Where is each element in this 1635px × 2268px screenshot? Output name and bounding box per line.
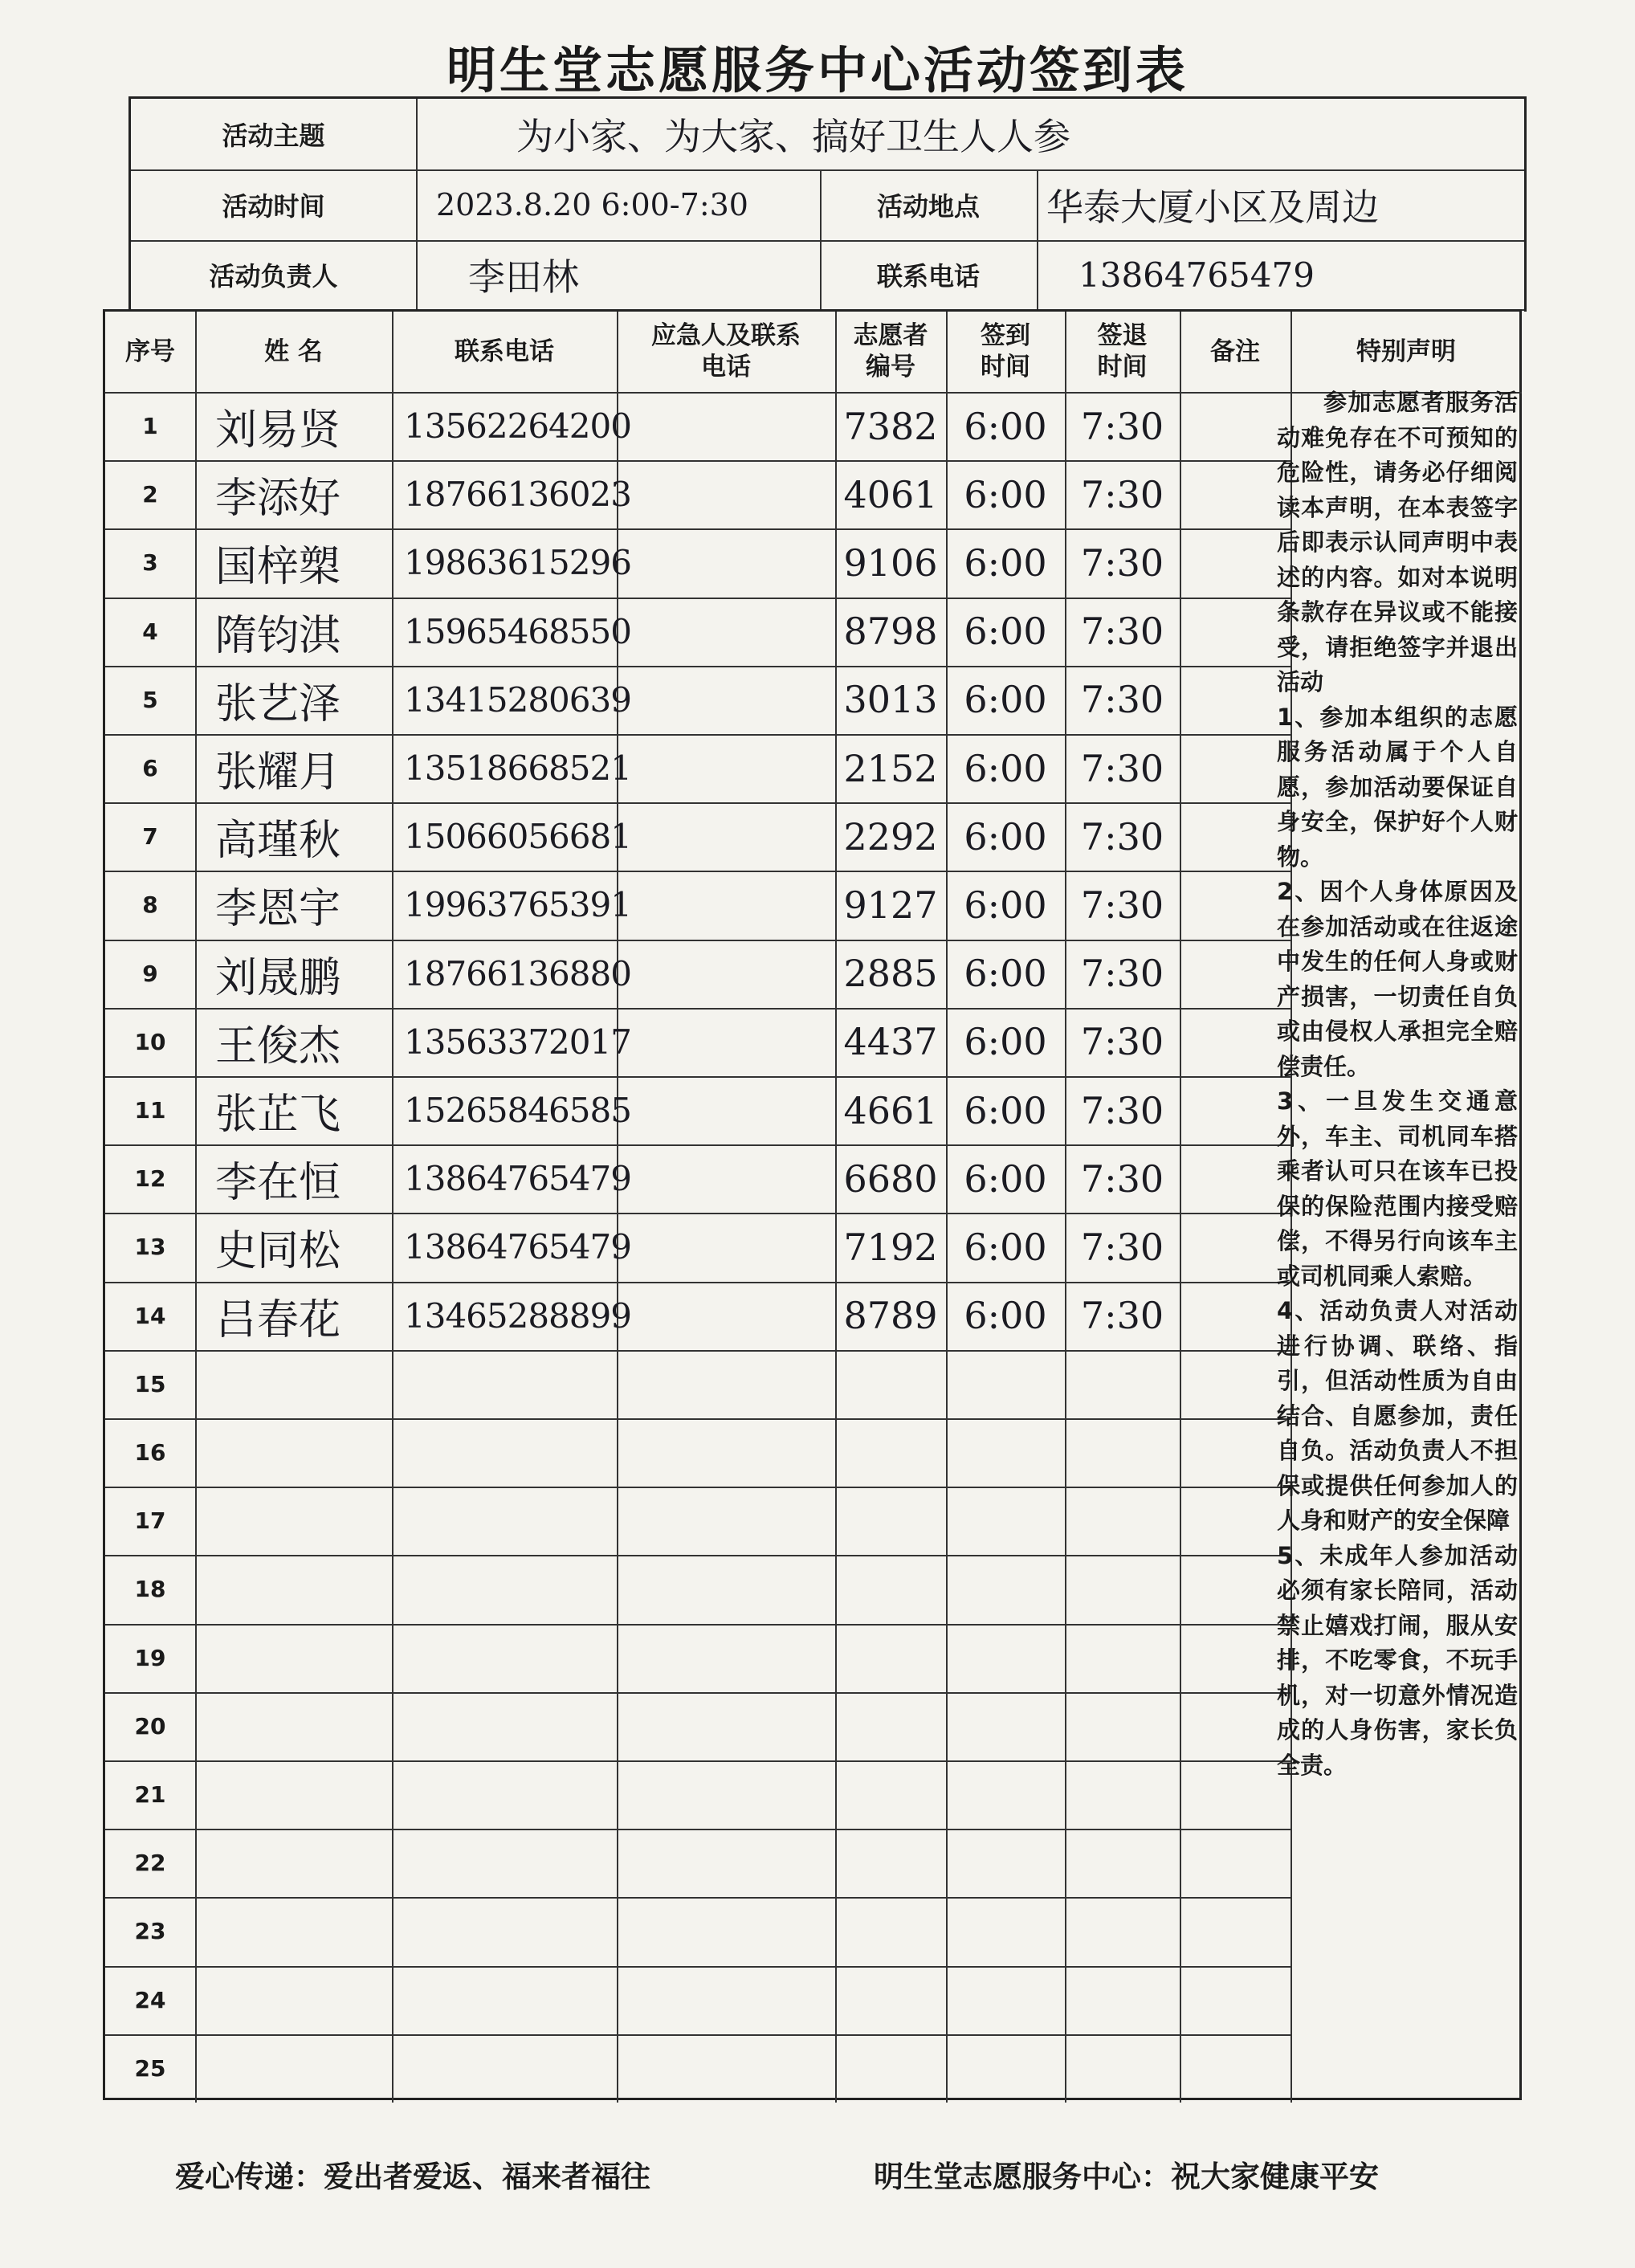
row-checkin-time: 6:00 xyxy=(964,1156,1047,1201)
row-name xyxy=(195,1829,392,1897)
row-checkout-time: 7:30 xyxy=(1080,883,1164,927)
row-seq: 8 xyxy=(142,891,158,919)
leader-label: 活动负责人 xyxy=(209,261,338,292)
row-checkout-time: 7:30 xyxy=(1080,540,1164,585)
row-seq: 9 xyxy=(142,960,158,987)
row-seq: 13 xyxy=(134,1234,166,1261)
row-seq: 4 xyxy=(142,618,158,645)
row-phone: 13562264200 xyxy=(404,406,631,447)
row-checkin-time xyxy=(946,1418,1065,1487)
declaration-paragraph: 4、活动负责人对活动进行协调、联络、指引，但活动性质为自由结合、自愿参加，责任自负。活动负责人不担保或提供任何参加人的人身和财产的安全保障 xyxy=(1277,1297,1518,1534)
row-volunteer-code: 9127 xyxy=(843,883,938,927)
row-checkin-time: 6:00 xyxy=(964,678,1047,722)
row-seq: 1 xyxy=(142,413,158,440)
row-checkout-time: 7:30 xyxy=(1080,1020,1164,1064)
row-phone xyxy=(392,1829,617,1897)
row-name: 刘易贤 xyxy=(215,406,341,455)
row-checkout-time xyxy=(1065,1897,1180,1965)
row-name: 吕春花 xyxy=(215,1295,341,1344)
row-name: 国梓槊 xyxy=(215,543,341,592)
row-volunteer-code: 7382 xyxy=(843,404,938,448)
row-seq: 22 xyxy=(134,1850,166,1877)
row-volunteer-code: 4661 xyxy=(843,1088,938,1132)
row-seq: 11 xyxy=(134,1097,166,1124)
row-phone xyxy=(392,1350,617,1418)
row-checkout-time: 7:30 xyxy=(1080,678,1164,722)
row-checkin-time: 6:00 xyxy=(964,1225,1047,1269)
row-checkout-time: 7:30 xyxy=(1080,472,1164,516)
row-checkout-time xyxy=(1065,1624,1180,1692)
row-volunteer-code: 4437 xyxy=(843,1020,938,1064)
row-checkout-time xyxy=(1065,1692,1180,1760)
col-checkin-header: 签到时间 xyxy=(981,321,1030,381)
row-seq: 10 xyxy=(134,1028,166,1055)
row-seq: 15 xyxy=(134,1370,166,1397)
activity-info-block xyxy=(128,96,1527,312)
row-seq: 24 xyxy=(134,1986,166,2013)
row-checkin-time xyxy=(946,1897,1065,1965)
contact-phone-value: 13864765479 xyxy=(1078,255,1315,295)
row-seq: 7 xyxy=(142,823,158,850)
row-volunteer-code xyxy=(835,1760,946,1829)
declaration-paragraph: 参加志愿者服务活动难免存在不可预知的危险性，请务必仔细阅读本声明，在本表签字后即表示认同声明中表述的内容。如对本说明条款存在异议或不能接受，请拒绝签字并退出活动 xyxy=(1277,389,1518,695)
row-volunteer-code xyxy=(835,2034,946,2103)
row-seq: 2 xyxy=(142,481,158,508)
row-phone: 15965468550 xyxy=(404,611,631,651)
row-checkin-time: 6:00 xyxy=(964,952,1047,996)
row-name xyxy=(195,1897,392,1965)
row-seq: 6 xyxy=(142,755,158,782)
col-seq-header: 序号 xyxy=(125,337,175,366)
row-name: 张耀月 xyxy=(215,749,341,797)
row-checkin-time xyxy=(946,1487,1065,1555)
col-checkout-header: 签退时间 xyxy=(1097,321,1148,381)
row-volunteer-code xyxy=(835,1624,946,1692)
declaration-paragraph: 2、因个人身体原因及在参加活动或在往返途中发生的任何人身或财产损害，一切责任自负或由侵权人承担完全赔偿责任。 xyxy=(1277,878,1518,1080)
row-checkout-time: 7:30 xyxy=(1080,1088,1164,1132)
time-row xyxy=(131,169,1524,242)
footer-left-slogan: 爱心传递：爱出者爱返、福来者福往 xyxy=(175,2160,650,2194)
place-value: 华泰大厦小区及周边 xyxy=(1046,186,1379,229)
row-name: 刘晟鹏 xyxy=(215,953,341,1002)
row-volunteer-code xyxy=(835,1897,946,1965)
row-name xyxy=(195,1760,392,1829)
row-checkin-time: 6:00 xyxy=(964,814,1047,859)
row-volunteer-code: 2292 xyxy=(843,814,938,859)
row-seq: 3 xyxy=(142,549,158,577)
row-volunteer-code: 2885 xyxy=(843,952,938,996)
row-checkin-time: 6:00 xyxy=(964,1020,1047,1064)
row-phone: 19963765391 xyxy=(404,885,631,925)
row-volunteer-code: 8789 xyxy=(843,1294,938,1338)
row-name xyxy=(195,2034,392,2103)
row-phone: 18766136880 xyxy=(404,953,631,993)
row-name: 李添好 xyxy=(215,475,341,524)
row-name xyxy=(195,1692,392,1760)
row-phone: 13563372017 xyxy=(404,1022,631,1062)
row-checkin-time: 6:00 xyxy=(964,404,1047,448)
row-volunteer-code: 7192 xyxy=(843,1225,938,1269)
place-label: 活动地点 xyxy=(876,191,980,222)
row-volunteer-code: 8798 xyxy=(843,610,938,654)
row-checkout-time: 7:30 xyxy=(1080,1294,1164,1338)
special-declaration xyxy=(1277,385,1518,1783)
col-name-header: 姓 名 xyxy=(264,337,323,366)
row-name: 张艺泽 xyxy=(215,679,341,728)
row-phone: 15066056681 xyxy=(404,817,631,857)
row-checkout-time: 7:30 xyxy=(1080,952,1164,996)
row-name xyxy=(195,1418,392,1487)
col-code-header: 志愿者编号 xyxy=(853,321,928,381)
row-volunteer-code xyxy=(835,1418,946,1487)
row-checkout-time xyxy=(1065,1487,1180,1555)
page-title: 明生堂志愿服务中心活动签到表 xyxy=(446,41,1189,100)
row-phone: 19863615296 xyxy=(404,543,631,583)
row-checkin-time xyxy=(946,1966,1065,2034)
row-volunteer-code: 3013 xyxy=(843,678,938,722)
row-phone xyxy=(392,1760,617,1829)
declaration-paragraph: 1、参加本组织的志愿服务活动属于个人自愿，参加活动要保证自身安全，保护好个人财物。 xyxy=(1277,703,1518,871)
row-name xyxy=(195,1350,392,1418)
row-seq: 21 xyxy=(134,1781,166,1809)
row-phone xyxy=(392,1418,617,1487)
row-phone xyxy=(392,1487,617,1555)
row-volunteer-code xyxy=(835,1966,946,2034)
row-volunteer-code: 6680 xyxy=(843,1156,938,1201)
row-checkout-time xyxy=(1065,1829,1180,1897)
row-volunteer-code: 4061 xyxy=(843,472,938,516)
row-seq: 19 xyxy=(134,1644,166,1671)
row-checkin-time: 6:00 xyxy=(964,472,1047,516)
row-checkout-time: 7:30 xyxy=(1080,1156,1164,1201)
row-name: 王俊杰 xyxy=(215,1022,341,1071)
row-phone: 13518668521 xyxy=(404,749,631,789)
row-phone: 13465288899 xyxy=(404,1295,631,1336)
row-checkin-time xyxy=(946,1624,1065,1692)
row-checkin-time xyxy=(946,1829,1065,1897)
row-phone xyxy=(392,1624,617,1692)
row-phone xyxy=(392,1966,617,2034)
row-checkout-time: 7:30 xyxy=(1080,746,1164,790)
row-volunteer-code xyxy=(835,1487,946,1555)
declaration-paragraph: 5、未成年人参加活动必须有家长陪同，活动禁止嬉戏打闹，服从安排，不吃零食，不玩手机，对一切意外情况造成的人身伤害，家长负全责。 xyxy=(1277,1541,1518,1779)
time-value: 2023.8.20 6:00-7:30 xyxy=(436,187,748,222)
row-phone: 13864765479 xyxy=(404,1159,631,1199)
row-name: 李在恒 xyxy=(215,1159,341,1208)
row-checkin-time xyxy=(946,1760,1065,1829)
row-checkin-time xyxy=(946,1555,1065,1623)
row-volunteer-code xyxy=(835,1350,946,1418)
row-checkin-time: 6:00 xyxy=(964,1294,1047,1338)
row-checkout-time xyxy=(1065,1760,1180,1829)
column-divider xyxy=(1180,312,1181,2103)
row-checkout-time: 7:30 xyxy=(1080,610,1164,654)
leader-value: 李田林 xyxy=(468,255,579,299)
row-seq: 14 xyxy=(134,1302,166,1329)
contact-phone-label: 联系电话 xyxy=(876,261,980,292)
row-name: 隋钧淇 xyxy=(215,611,341,660)
row-seq: 23 xyxy=(134,1918,166,1945)
row-phone: 15265846585 xyxy=(404,1091,631,1131)
row-seq: 20 xyxy=(134,1712,166,1740)
row-checkout-time xyxy=(1065,1555,1180,1623)
row-volunteer-code xyxy=(835,1692,946,1760)
row-volunteer-code: 2152 xyxy=(843,746,938,790)
row-seq: 17 xyxy=(134,1507,166,1535)
row-phone: 13415280639 xyxy=(404,679,631,720)
col-declaration-header: 特别声明 xyxy=(1356,337,1456,366)
row-name: 李恩宇 xyxy=(215,885,341,934)
row-checkout-time: 7:30 xyxy=(1080,404,1164,448)
row-name xyxy=(195,1555,392,1623)
row-seq: 12 xyxy=(134,1165,166,1193)
theme-value: 为小家、为大家、搞好卫生人人参 xyxy=(516,115,1070,158)
row-name xyxy=(195,1966,392,2034)
col-emergency-header: 应急人及联系电话 xyxy=(651,321,801,381)
row-phone xyxy=(392,1555,617,1623)
row-name: 高瑾秋 xyxy=(215,817,341,866)
col-phone-header: 联系电话 xyxy=(455,337,554,366)
row-seq: 5 xyxy=(142,686,158,713)
theme-label: 活动主题 xyxy=(222,120,325,151)
row-seq: 18 xyxy=(134,1576,166,1603)
footer-right-slogan: 明生堂志愿服务中心：祝大家健康平安 xyxy=(874,2160,1379,2194)
leader-row xyxy=(131,240,1524,311)
row-name xyxy=(195,1487,392,1555)
row-checkin-time: 6:00 xyxy=(964,1088,1047,1132)
row-phone xyxy=(392,1897,617,1965)
row-checkin-time: 6:00 xyxy=(964,610,1047,654)
declaration-paragraph: 3、一旦发生交通意外，车主、司机同车搭乘者认可只在该车已投保的保险范围内接受赔偿，不得另行向该车主或司机同乘人索赔。 xyxy=(1277,1087,1518,1290)
row-checkout-time xyxy=(1065,1966,1180,2034)
row-name xyxy=(195,1624,392,1692)
row-checkout-time: 7:30 xyxy=(1080,814,1164,859)
row-seq: 16 xyxy=(134,1439,166,1466)
row-phone: 13864765479 xyxy=(404,1227,631,1267)
row-checkin-time xyxy=(946,2034,1065,2103)
time-label: 活动时间 xyxy=(222,191,325,222)
col-remark-header: 备注 xyxy=(1210,337,1260,366)
row-phone xyxy=(392,1692,617,1760)
row-checkin-time: 6:00 xyxy=(964,883,1047,927)
row-checkin-time xyxy=(946,1692,1065,1760)
row-volunteer-code xyxy=(835,1555,946,1623)
row-checkout-time xyxy=(1065,1350,1180,1418)
row-checkout-time xyxy=(1065,1418,1180,1487)
row-checkout-time: 7:30 xyxy=(1080,1225,1164,1269)
theme-row xyxy=(131,99,1524,171)
row-volunteer-code: 9106 xyxy=(843,540,938,585)
row-checkin-time: 6:00 xyxy=(964,746,1047,790)
row-checkout-time xyxy=(1065,2034,1180,2103)
row-name: 张芷飞 xyxy=(215,1091,341,1140)
row-volunteer-code xyxy=(835,1829,946,1897)
row-checkin-time: 6:00 xyxy=(964,540,1047,585)
row-checkin-time xyxy=(946,1350,1065,1418)
row-seq: 25 xyxy=(134,2054,166,2082)
row-phone xyxy=(392,2034,617,2103)
row-phone: 18766136023 xyxy=(404,475,631,515)
row-name: 史同松 xyxy=(215,1227,341,1276)
